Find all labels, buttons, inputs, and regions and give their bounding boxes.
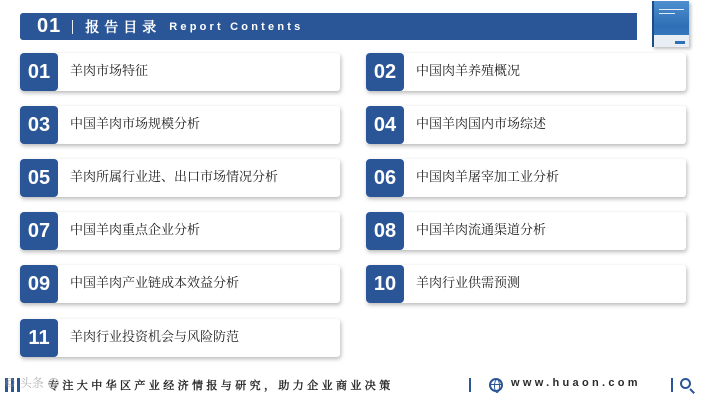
book-cover-icon bbox=[652, 1, 689, 47]
toc-item-09[interactable] bbox=[20, 265, 340, 303]
toc-item-02[interactable] bbox=[366, 53, 686, 91]
footer-slogan: 专注大中华区产业经济情报与研究，助力企业商业决策 bbox=[48, 379, 394, 392]
toc-item-08[interactable] bbox=[366, 212, 686, 250]
toc-label: 中国羊肉产业链成本效益分析 bbox=[70, 276, 240, 291]
globe-icon bbox=[489, 378, 503, 392]
toc-number: 09 bbox=[20, 265, 58, 303]
footer-divider bbox=[671, 378, 673, 392]
toc-item-03[interactable] bbox=[20, 106, 340, 144]
section-header bbox=[20, 13, 637, 40]
toc-item-05[interactable] bbox=[20, 159, 340, 197]
toc-label: 中国羊肉国内市场综述 bbox=[416, 117, 547, 132]
toc-number: 07 bbox=[20, 212, 58, 250]
toc-item-01[interactable] bbox=[20, 53, 340, 91]
toc-number: 01 bbox=[20, 53, 58, 91]
toc-item-04[interactable] bbox=[366, 106, 686, 144]
toc-number: 06 bbox=[366, 159, 404, 197]
header-divider bbox=[72, 20, 73, 34]
toc-label: 中国肉羊养殖概况 bbox=[416, 64, 521, 79]
toc-label: 中国羊肉流通渠道分析 bbox=[416, 223, 547, 238]
toc-item-07[interactable] bbox=[20, 212, 340, 250]
toc-label: 中国羊肉市场规模分析 bbox=[70, 117, 201, 132]
toc-label: 中国羊肉重点企业分析 bbox=[70, 223, 201, 238]
toc-number: 03 bbox=[20, 106, 58, 144]
toc-label: 羊肉行业投资机会与风险防范 bbox=[70, 330, 240, 345]
toc-number: 11 bbox=[20, 319, 58, 357]
toc-number: 02 bbox=[366, 53, 404, 91]
footer bbox=[0, 372, 705, 400]
toc-number: 05 bbox=[20, 159, 58, 197]
toc-item-06[interactable] bbox=[366, 159, 686, 197]
toc-item-11[interactable] bbox=[20, 319, 340, 357]
toc-number: 08 bbox=[366, 212, 404, 250]
section-subtitle: Report Contents bbox=[169, 20, 304, 33]
section-title: 报告目录 bbox=[85, 19, 162, 36]
toc-label: 中国肉羊屠宰加工业分析 bbox=[416, 170, 560, 185]
toc-label: 羊肉行业供需预测 bbox=[416, 276, 521, 291]
footer-url-link[interactable]: www.huaon.com bbox=[511, 377, 641, 389]
toc-label: 羊肉所属行业进、出口市场情况分析 bbox=[70, 170, 279, 185]
toc-label: 羊肉市场特征 bbox=[70, 64, 149, 79]
search-icon-handle bbox=[689, 388, 695, 394]
section-number: 01 bbox=[37, 15, 62, 37]
search-icon[interactable] bbox=[680, 378, 691, 389]
watermark: © 头条 @ bbox=[4, 376, 60, 390]
toc-item-10[interactable] bbox=[366, 265, 686, 303]
toc-number: 10 bbox=[366, 265, 404, 303]
toc-number: 04 bbox=[366, 106, 404, 144]
footer-divider bbox=[469, 378, 471, 392]
